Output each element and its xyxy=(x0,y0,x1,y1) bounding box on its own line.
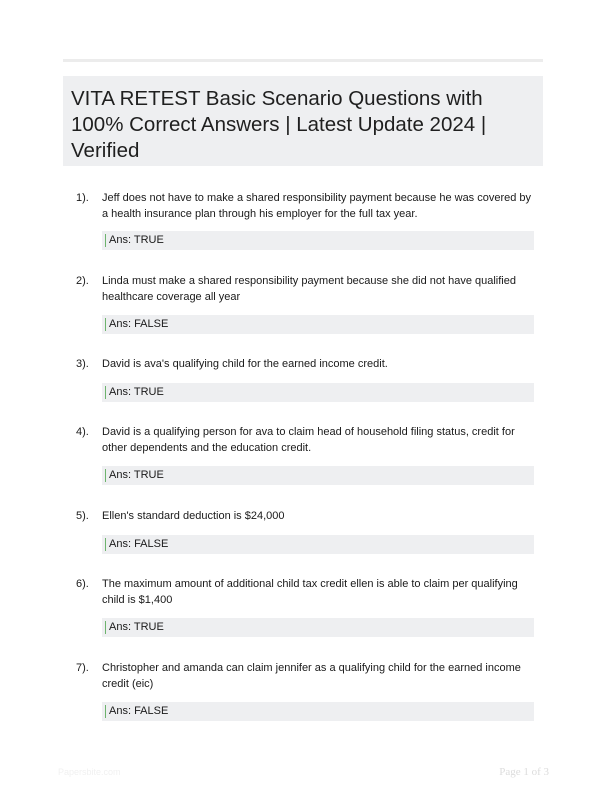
answer-box xyxy=(102,315,534,334)
answer-marker xyxy=(105,621,106,634)
question-number: 2). xyxy=(76,275,89,287)
answer-marker xyxy=(105,234,106,247)
question-number: 6). xyxy=(76,578,89,590)
question-text: David is ava's qualifying child for the earned income credit. xyxy=(102,358,388,370)
page-indicator: Page 1 of 3 xyxy=(499,766,549,778)
answer-box xyxy=(102,535,534,554)
answer-marker xyxy=(105,386,106,399)
answer-text: Ans: TRUE xyxy=(109,621,164,633)
answer-marker xyxy=(105,538,106,551)
question-text: Ellen's standard deduction is $24,000 xyxy=(102,510,285,522)
question-text: Christopher and amanda can claim jennifer as a qualifying child for the earned income credit (eic) xyxy=(102,662,521,690)
answer-box xyxy=(102,466,534,485)
answer-marker xyxy=(105,318,106,331)
answer-marker xyxy=(105,705,106,718)
answer-text: Ans: TRUE xyxy=(109,234,164,246)
question-text: Jeff does not have to make a shared responsibility payment because he was covered by a health insurance plan through his employer for the full tax year. xyxy=(102,192,532,220)
question-text: The maximum amount of additional child tax credit ellen is able to claim per qualifying child is $1,400 xyxy=(102,578,518,606)
answer-box xyxy=(102,231,534,250)
answer-box xyxy=(102,618,534,637)
question-number: 3). xyxy=(76,358,89,370)
question-number: 1). xyxy=(76,192,89,204)
footer-watermark: Papersbite.com xyxy=(58,767,121,777)
question-text: David is a qualifying person for ava to claim head of household filing status, credit for other dependents and the education credit. xyxy=(102,426,515,454)
answer-text: Ans: TRUE xyxy=(109,469,164,481)
question-number: 7). xyxy=(76,662,89,674)
document-title: VITA RETEST Basic Scenario Questions with 100% Correct Answers | Latest Update 2024 | Verified xyxy=(71,87,487,162)
answer-text: Ans: FALSE xyxy=(109,705,169,717)
title-banner xyxy=(63,76,543,166)
question-number: 5). xyxy=(76,510,89,522)
answer-text: Ans: TRUE xyxy=(109,386,164,398)
answer-text: Ans: FALSE xyxy=(109,538,169,550)
answer-box xyxy=(102,702,534,721)
question-text: Linda must make a shared responsibility payment because she did not have qualified healthcare coverage all year xyxy=(102,275,516,303)
answer-marker xyxy=(105,469,106,482)
answer-text: Ans: FALSE xyxy=(109,318,169,330)
question-number: 4). xyxy=(76,426,89,438)
answer-box xyxy=(102,383,534,402)
top-divider xyxy=(63,59,543,62)
